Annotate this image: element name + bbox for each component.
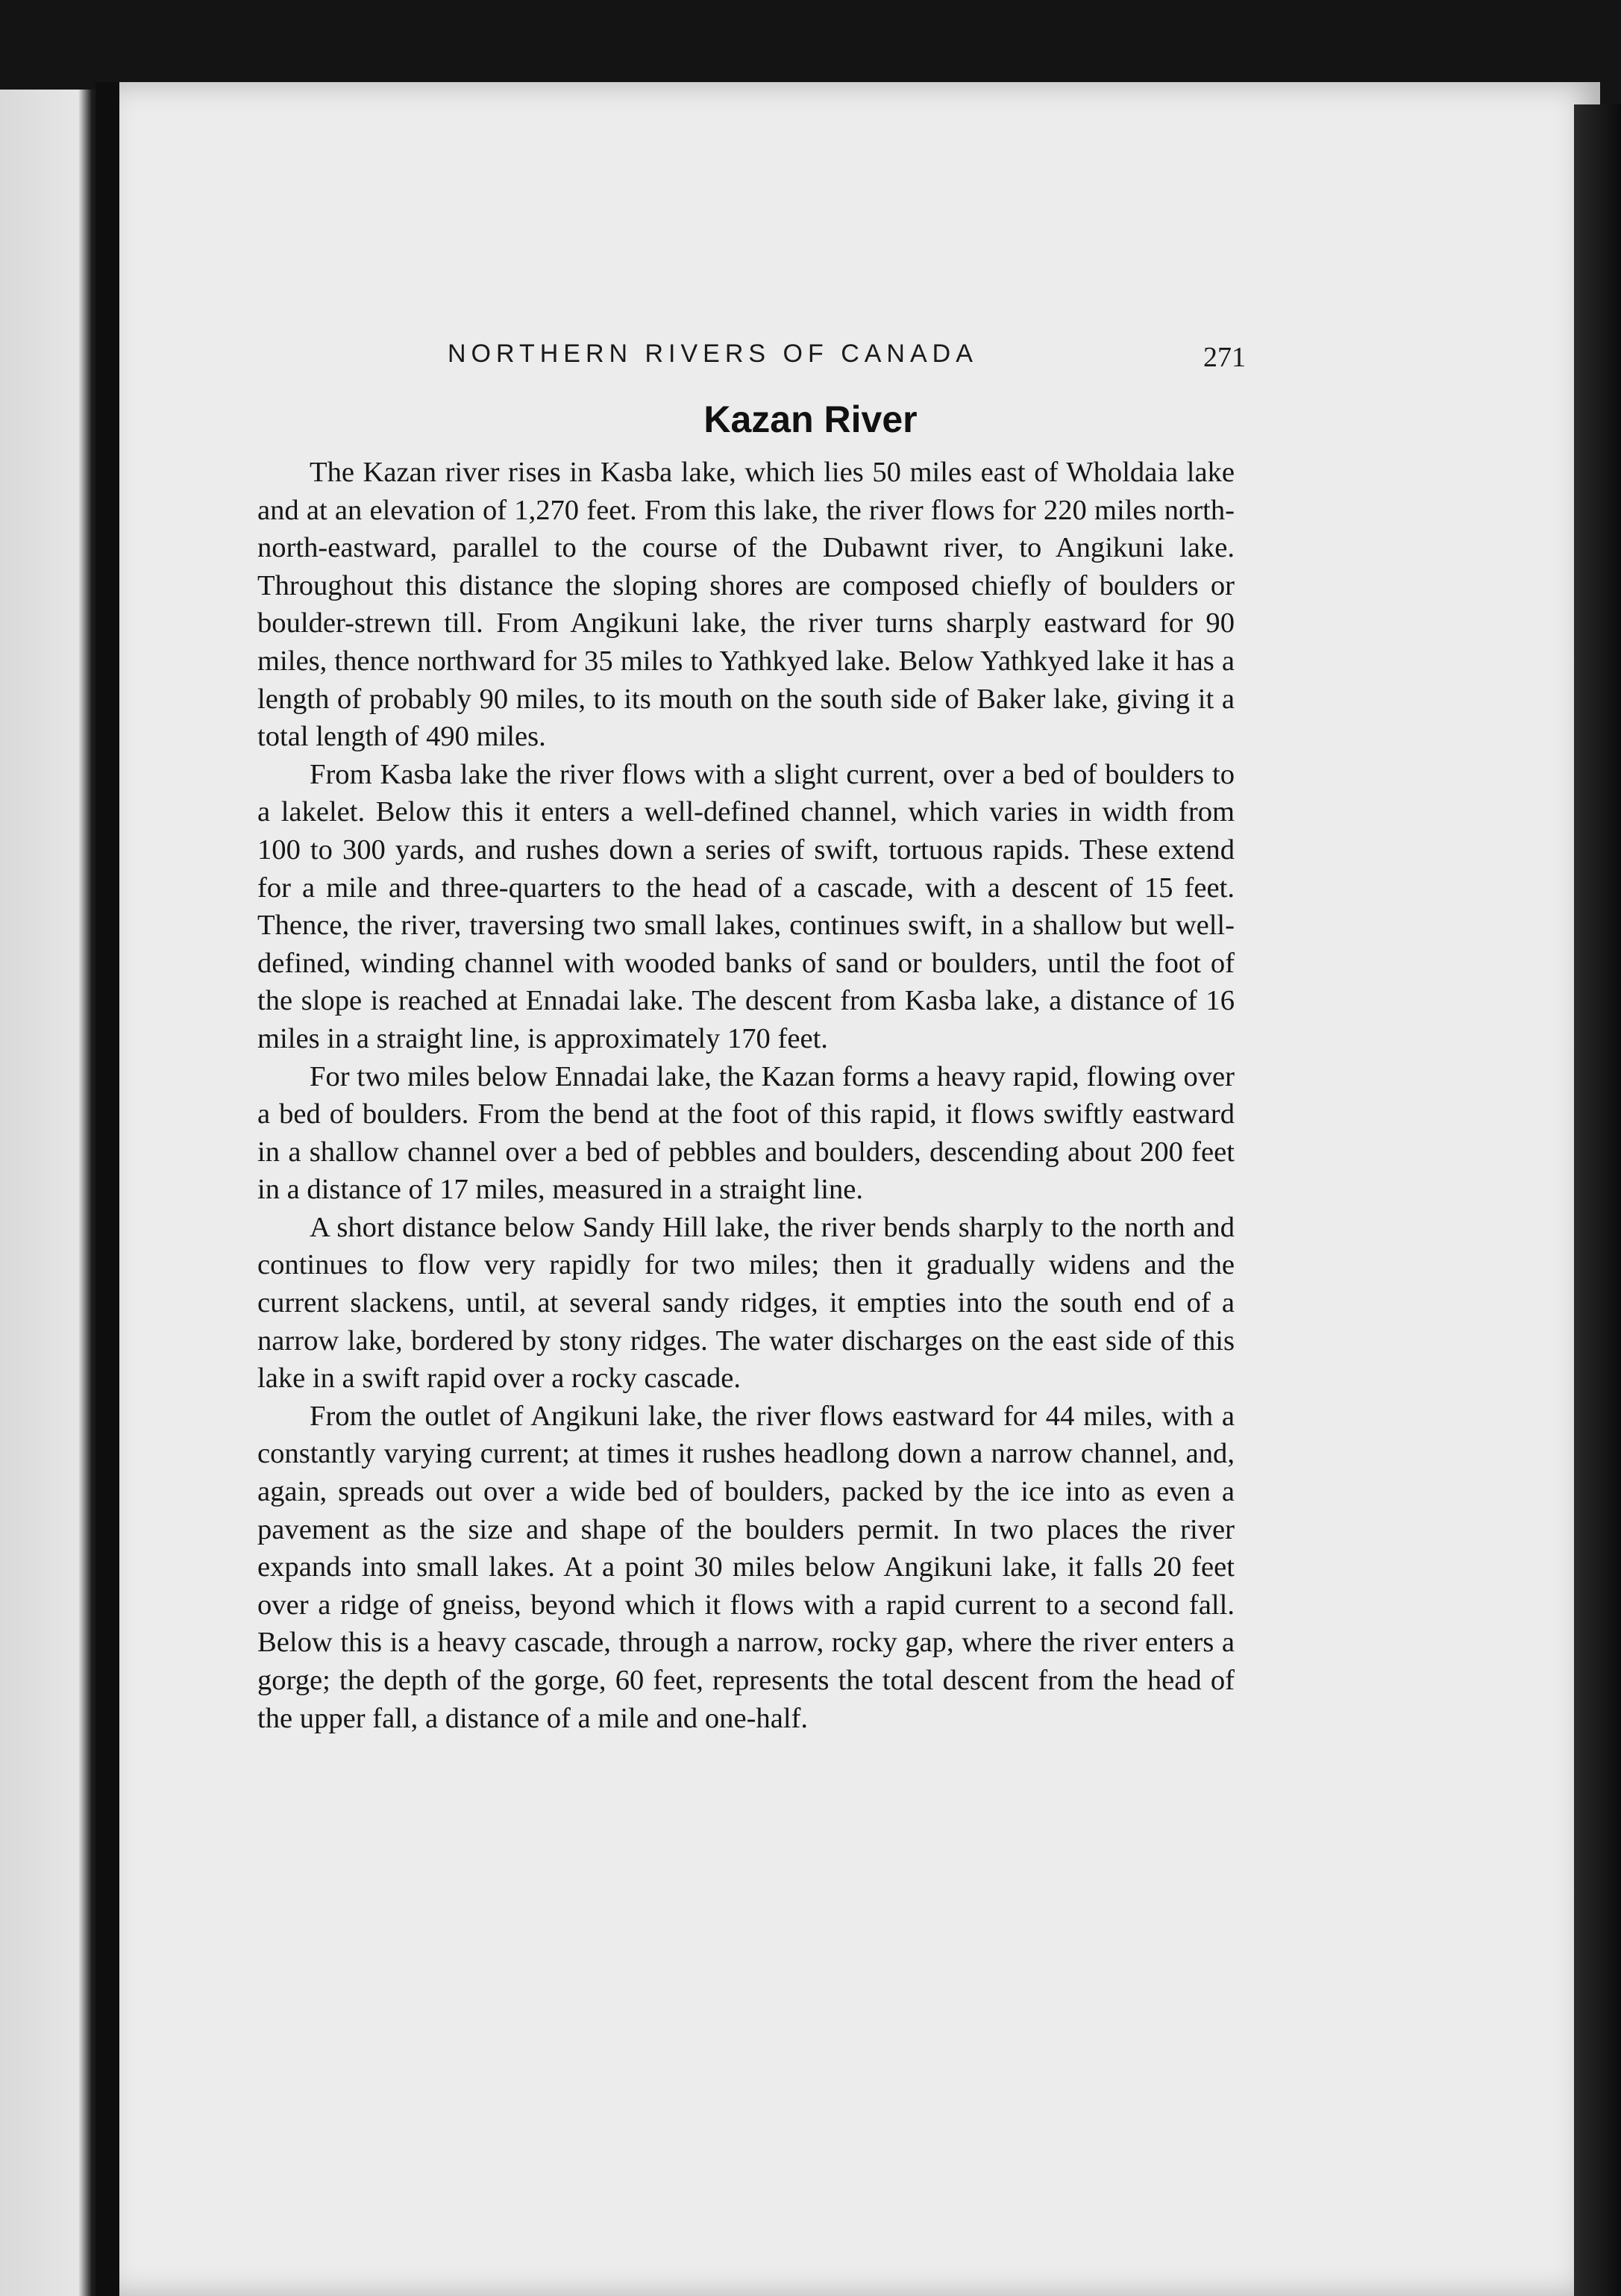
paragraph-4: A short distance below Sandy Hill lake, the river bends sharply to the north and continues to flow very rapidly for two miles; then it gradually widens and the current slackens, until, at several sandy ridges, it empties into the south end of a narrow lake, bordered by stony ridges. The water discharges on the east side of this lake in a swift rapid over a rocky cascade. bbox=[257, 1211, 1235, 1395]
paragraph-1: The Kazan river rises in Kasba lake, which lies 50 miles east of Wholdaia lake and at an elevation of 1,270 feet. From this lake, the river flows for 220 miles north-north-eastward, parallel to the course of the Dubawnt river, to Angikuni lake. Throughout this distance the sloping shores are composed chiefly of boulders or boulder-strewn till. From Angikuni lake, the river turns sharply eastward for 90 miles, thence northward for 35 miles to Yathkyed lake. Below Yathkyed lake it has a length of probably 90 miles, to its mouth on the south side of Baker lake, giving it a total length of 490 miles. bbox=[257, 457, 1235, 753]
page-number: 271 bbox=[1203, 342, 1246, 373]
body-text bbox=[257, 454, 1235, 1737]
paragraph-5: From the outlet of Angikuni lake, the river flows eastward for 44 miles, with a constantly varying current; at times it rushes headlong down a narrow channel, and, again, spreads out over a wide bed of boulders, packed by the ice into as even a pavement as the size and shape of the boulders permit. In two places the river expands into small lakes. At a point 30 miles below Angikuni lake, it falls 20 feet over a ridge of gneiss, beyond which it flows with a rapid current to a second fall. Below this is a heavy cascade, through a narrow, rocky gap, where the river enters a gorge; the depth of the gorge, 60 feet, represents the total descent from the head of the upper fall, a distance of a mile and one-half. bbox=[257, 1400, 1235, 1734]
running-title: NORTHERN RIVERS OF CANADA bbox=[448, 340, 978, 368]
running-head bbox=[448, 340, 1246, 377]
paragraph-2: From Kasba lake the river flows with a slight current, over a bed of boulders to a lakelet. Below this it enters a well-defined channel, which varies in width from 100 to 300 yards, and rushes down a series of swift, tortuous rapids. These extend for a mile and three-quarters to the head of a cascade, with a descent of 15 feet. Thence, the river, traversing two small lakes, continues swift, in a shallow but well-defined, winding channel with wooded banks of sand or boulders, until the foot of the slope is reached at Ennadai lake. The descent from Kasba lake, a distance of 16 miles in a straight line, is approximately 170 feet. bbox=[257, 758, 1235, 1054]
paragraph-3: For two miles below Ennadai lake, the Kazan forms a heavy rapid, flowing over a bed of boulders. From the bend at the foot of this rapid, it flows swiftly eastward in a shallow channel over a bed of pebbles and boulders, descending about 200 feet in a distance of 17 miles, measured in a straight line. bbox=[257, 1060, 1235, 1206]
section-title: Kazan River bbox=[703, 398, 918, 440]
